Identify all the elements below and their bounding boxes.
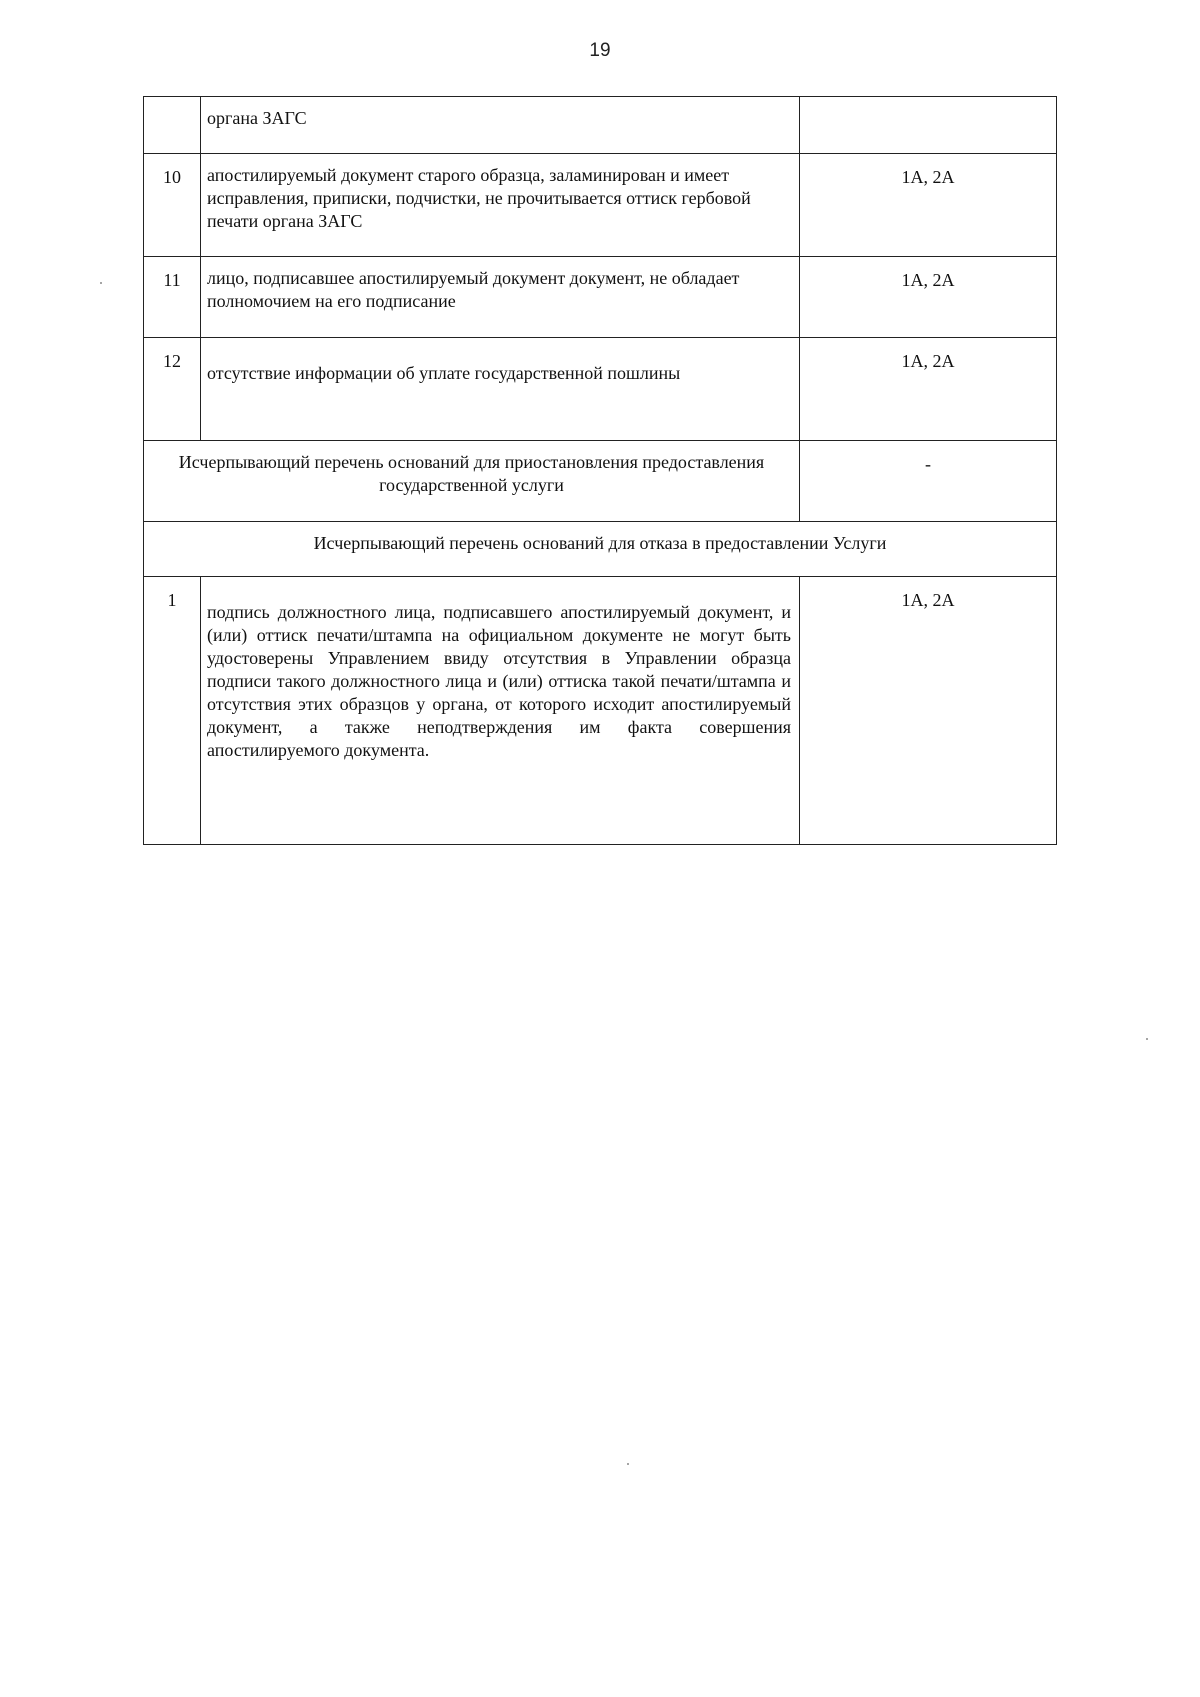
row-number-cell — [144, 97, 201, 154]
table-row — [144, 97, 1057, 154]
row-code-cell: 1А, 2А — [800, 338, 1057, 441]
row-description-cell: отсутствие информации об уплате государственной пошлины — [201, 338, 800, 441]
row-description-cell: апостилируемый документ старого образца, заламинирован и имеет исправления, приписки, подчистки, не прочитывается оттиск гербовой печати органа ЗАГС — [201, 154, 800, 257]
table-row — [144, 338, 1057, 441]
table-row — [144, 154, 1057, 257]
table-row — [144, 577, 1057, 845]
row-code-cell: 1А, 2А — [800, 257, 1057, 338]
suspension-grounds-heading: Исчерпывающий перечень оснований для приостановления предоставления государственной услуги — [144, 441, 800, 522]
refusal-grounds-heading: Исчерпывающий перечень оснований для отказа в предоставлении Услуги — [144, 522, 1057, 577]
row-code-cell: 1А, 2А — [800, 154, 1057, 257]
row-number-cell: 1 — [144, 577, 201, 845]
grounds-table — [143, 96, 1057, 845]
page-number: 19 — [589, 40, 611, 61]
table-row — [144, 257, 1057, 338]
suspension-row — [144, 441, 1057, 522]
row-code-cell: 1А, 2А — [800, 577, 1057, 845]
row-description-cell: органа ЗАГС — [201, 97, 800, 154]
row-number-cell: 10 — [144, 154, 201, 257]
row-description-cell: подпись должностного лица, подписавшего апостилируемый документ, и (или) оттиск печати/штампа на официальном документе не могут быть удостоверены Управлением ввиду отсутствия в Управлении образца подписи такого должностного лица и (или) оттиска такой печати/штампа и отсутствия этих образцов у органа, от которого исходит апостилируемый документ, а также неподтверждения им факта совершения апостилируемого документа. — [201, 577, 800, 845]
row-code-cell — [800, 97, 1057, 154]
row-description-cell: лицо, подписавшее апостилируемый документ документ, не обладает полномочием на его подписание — [201, 257, 800, 338]
scan-speck — [100, 282, 102, 284]
scan-speck — [1146, 1038, 1148, 1040]
row-number-cell: 12 — [144, 338, 201, 441]
scan-speck — [627, 1463, 629, 1465]
row-number-cell: 11 — [144, 257, 201, 338]
suspension-code-cell: - — [800, 441, 1057, 522]
refusal-header-row — [144, 522, 1057, 577]
